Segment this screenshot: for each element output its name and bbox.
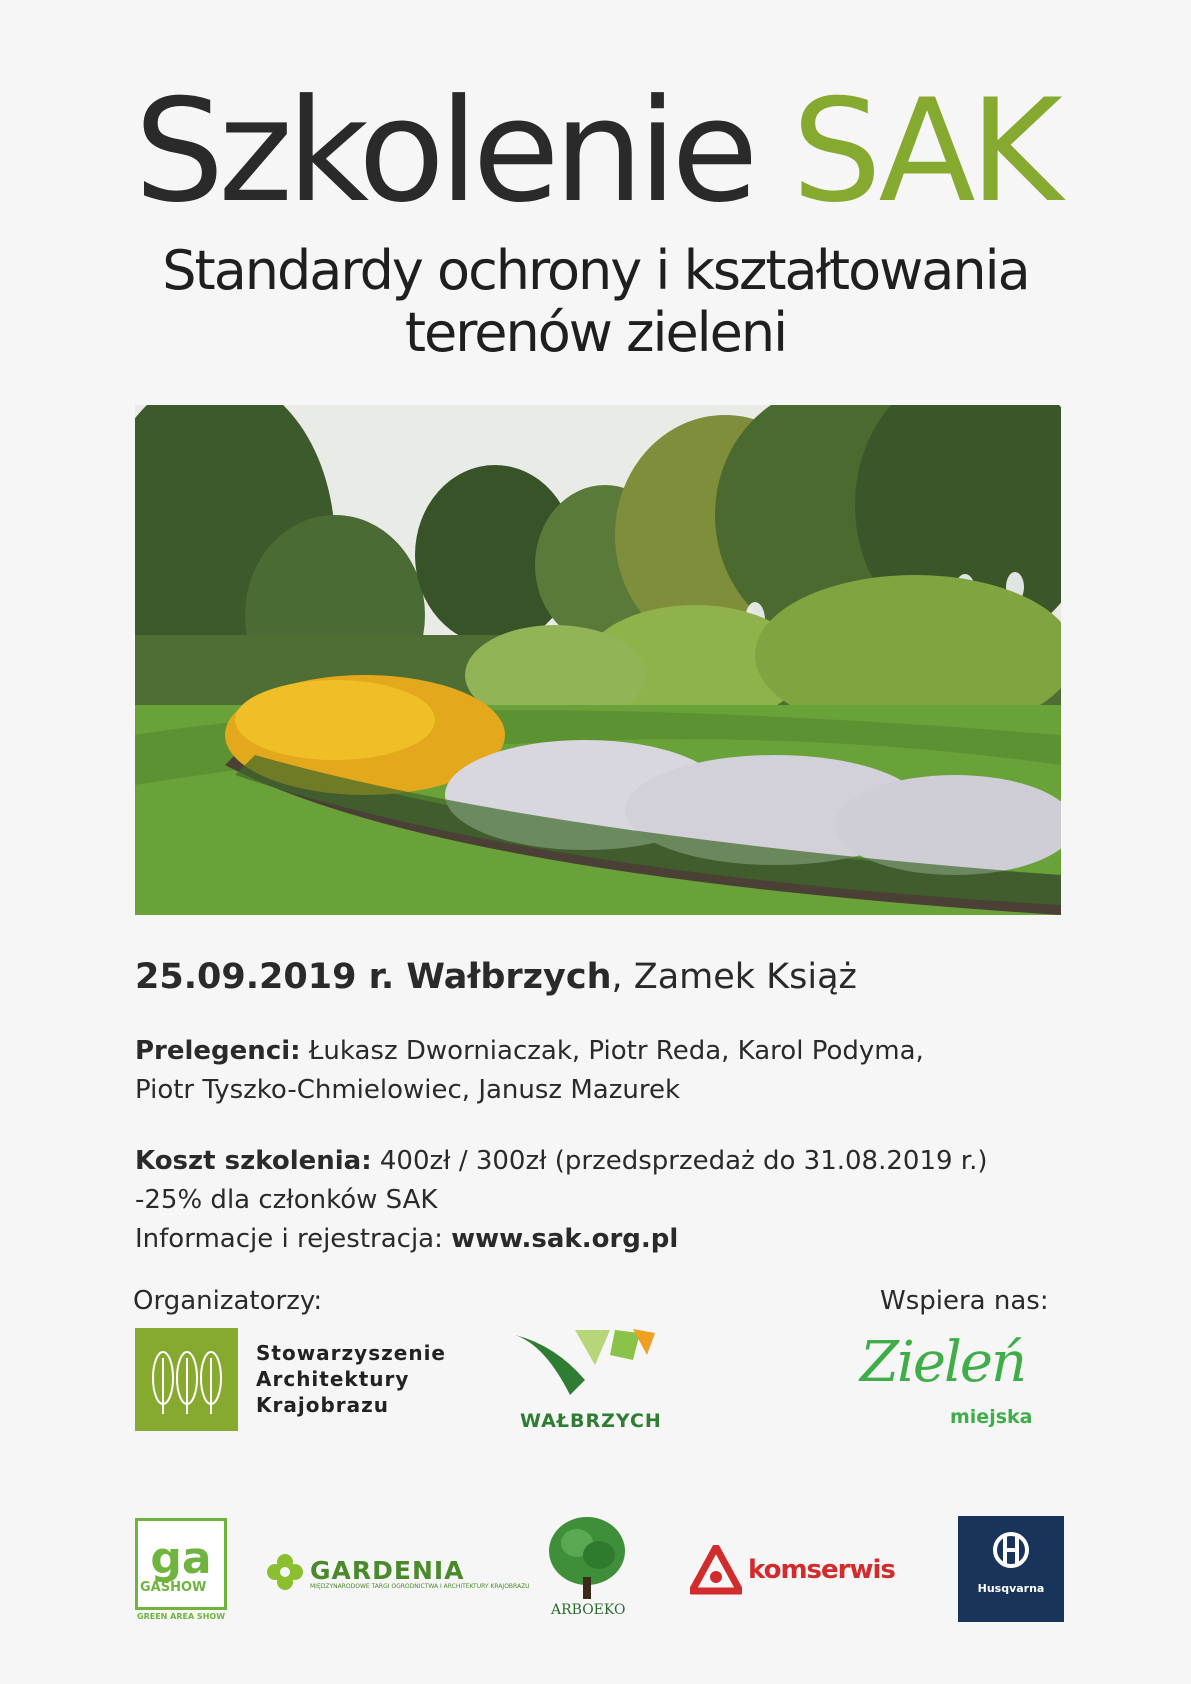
supporter-label: Wspiera nas: xyxy=(880,1286,1049,1316)
speakers-line-2: Piotr Tyszko-Chmielowiec, Janusz Mazurek xyxy=(135,1075,680,1105)
sak-logo xyxy=(135,1328,238,1431)
arboeko-name: ARBOEKO xyxy=(551,1602,626,1618)
title-main: Szkolenie xyxy=(134,69,753,234)
subtitle xyxy=(0,240,1191,364)
walbrzych-name: WAŁBRZYCH xyxy=(520,1410,662,1432)
event-date-place xyxy=(135,955,857,999)
svg-text:ga: ga xyxy=(150,1533,212,1584)
registration-label: Informacje i rejestracja: xyxy=(135,1224,452,1254)
komserwis-logo-icon xyxy=(690,1545,742,1599)
subtitle-line-2: terenów zieleni xyxy=(404,301,787,364)
speakers-names-1: Łukasz Dworniaczak, Piotr Reda, Karol Podyma, xyxy=(300,1036,924,1066)
husqvarna-name: Husqvarna xyxy=(977,1582,1045,1595)
gardenia-sub: MIĘDZYNARODOWE TARGI OGRODNICTWA I ARCHITEKTURY KRAJOBRAZU xyxy=(310,1583,530,1590)
gashow-caption: GREEN AREA SHOW xyxy=(137,1612,226,1621)
registration-line xyxy=(135,1220,678,1258)
sak-name: Stowarzyszenie Architektury Krajobrazu xyxy=(256,1341,446,1417)
event-date-city: 25.09.2019 r. Wałbrzych xyxy=(135,957,612,997)
speakers-line-1 xyxy=(135,1032,924,1070)
speakers-label: Prelegenci: xyxy=(135,1036,301,1066)
page-title xyxy=(0,69,1191,234)
cost-line xyxy=(135,1142,988,1180)
husqvarna-logo xyxy=(958,1516,1064,1622)
registration-url[interactable]: www.sak.org.pl xyxy=(451,1224,679,1254)
walbrzych-logo xyxy=(515,1325,655,1405)
zielen-script-text: Zieleń xyxy=(860,1330,1026,1395)
zielen-miejska-logo xyxy=(860,1330,1040,1410)
cost-label: Koszt szkolenia: xyxy=(135,1146,372,1176)
komserwis-name: komserwis xyxy=(748,1555,895,1585)
gardenia-flower-icon xyxy=(265,1552,305,1596)
organizers-label: Organizatorzy: xyxy=(133,1286,323,1316)
event-venue: , Zamek Książ xyxy=(611,957,857,997)
cost-value: 400zł / 300zł (przedsprzedaż do 31.08.2019 r.) xyxy=(371,1146,988,1176)
zielen-sub-text: miejska xyxy=(950,1406,1033,1428)
gardenia-name: GARDENIA xyxy=(310,1556,465,1585)
subtitle-line-1: Standardy ochrony i kształtowania xyxy=(162,239,1029,302)
arboeko-tree-icon xyxy=(545,1515,629,1609)
gashow-name: GASHOW xyxy=(140,1580,207,1595)
title-accent: SAK xyxy=(791,69,1057,234)
member-discount: -25% dla członków SAK xyxy=(135,1185,438,1215)
garden-photo xyxy=(135,405,1061,915)
gashow-logo xyxy=(135,1518,227,1610)
